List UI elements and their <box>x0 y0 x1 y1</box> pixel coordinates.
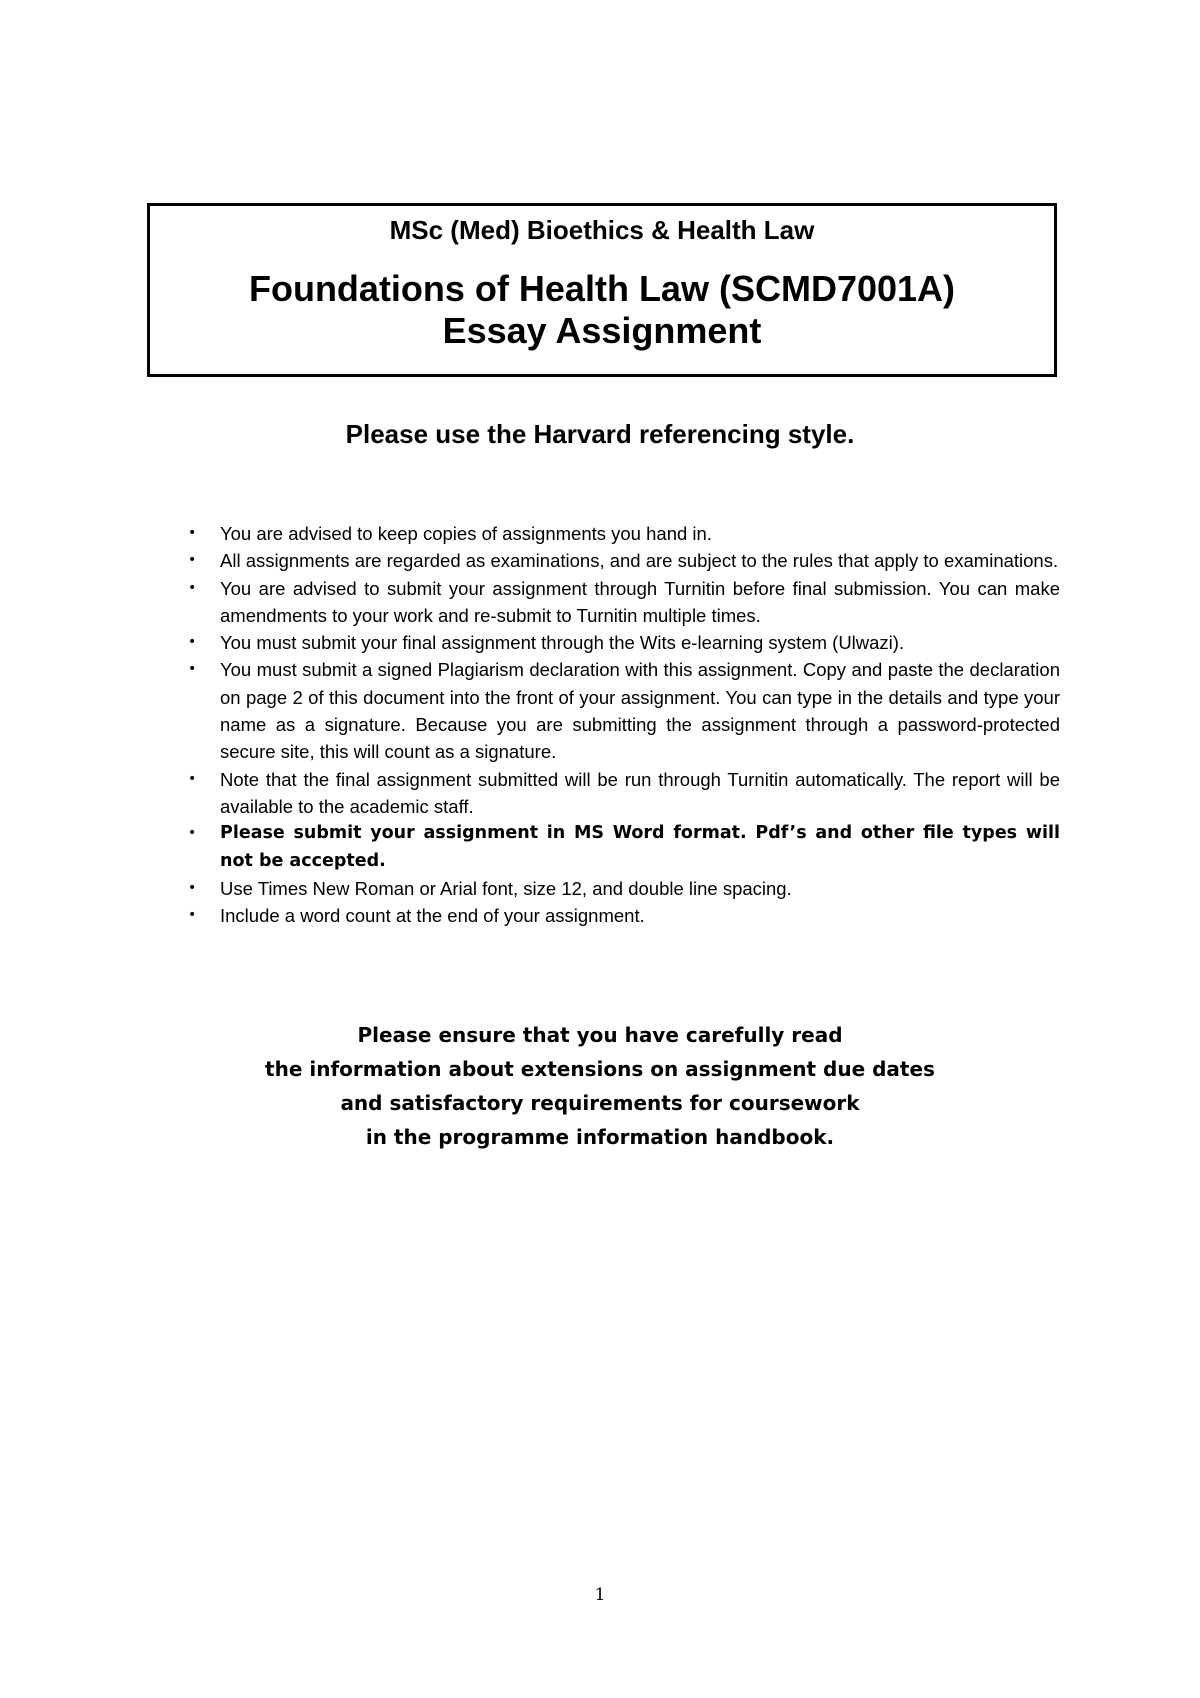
rule-item <box>188 902 1060 929</box>
rule-text: You must submit your final assignment through the Wits e-learning system (Ulwazi). <box>220 632 905 654</box>
bullet-icon: • <box>188 579 197 596</box>
bullet-icon: • <box>188 552 197 569</box>
rule-item-emphasized <box>188 820 1060 875</box>
rule-text: All assignments are regarded as examinations, and are subject to the rules that apply to examinations. <box>220 550 1059 572</box>
rule-text: Include a word count at the end of your assignment. <box>220 905 645 927</box>
closing-line: and satisfactory requirements for coursework <box>340 1091 860 1115</box>
course-title: Foundations of Health Law (SCMD7001A) <box>248 268 956 309</box>
rule-text: Note that the final assignment submitted will be run through Turnitin automatically. The report will be available to the academic staff. <box>220 768 1060 817</box>
rule-text: You must submit a signed Plagiarism declaration with this assignment. Copy and paste the declaration on page 2 of this document into the front of your assignment. You can type in the details and type your name as a signature. Because you are submitting the assignment through a password-protected secure site, this will count as a signature. <box>220 659 1060 763</box>
program-name: MSc (Med) Bioethics & Health Law <box>389 215 815 245</box>
title-box <box>147 203 1057 377</box>
rule-text: You are advised to submit your assignment through Turnitin before final submission. You can make amendments to your work and re-submit to Turnitin multiple times. <box>220 577 1060 626</box>
assignment-rules-list <box>188 520 1060 929</box>
bullet-icon: • <box>188 634 197 651</box>
closing-line: the information about extensions on assignment due dates <box>265 1057 935 1081</box>
rule-text: You are advised to keep copies of assignments you hand in. <box>220 523 712 544</box>
closing-line: Please ensure that you have carefully read <box>357 1023 843 1047</box>
closing-note <box>0 1018 1200 1154</box>
bullet-icon: • <box>188 879 197 896</box>
rule-item <box>188 656 1060 765</box>
rule-text: Please submit your assignment in MS Word format. Pdf’s and other file types will not be accepted. <box>220 823 1060 871</box>
closing-line: in the programme information handbook. <box>365 1125 835 1149</box>
rule-item <box>188 875 1060 902</box>
bullet-icon: • <box>188 661 197 678</box>
rule-item <box>188 766 1060 821</box>
bullet-icon: • <box>188 770 197 787</box>
rule-text: Use Times New Roman or Arial font, size 12, and double line spacing. <box>220 877 792 899</box>
assignment-type: Essay Assignment <box>442 310 762 351</box>
bullet-icon: • <box>188 825 197 842</box>
page-number: 1 <box>594 1585 606 1605</box>
bullet-icon: • <box>188 525 197 541</box>
bullet-icon: • <box>188 907 197 924</box>
rule-item <box>188 575 1060 630</box>
referencing-note: Please use the Harvard referencing style. <box>345 419 855 449</box>
rule-item <box>188 520 1060 547</box>
rule-item <box>188 629 1060 656</box>
rule-item <box>188 547 1060 574</box>
